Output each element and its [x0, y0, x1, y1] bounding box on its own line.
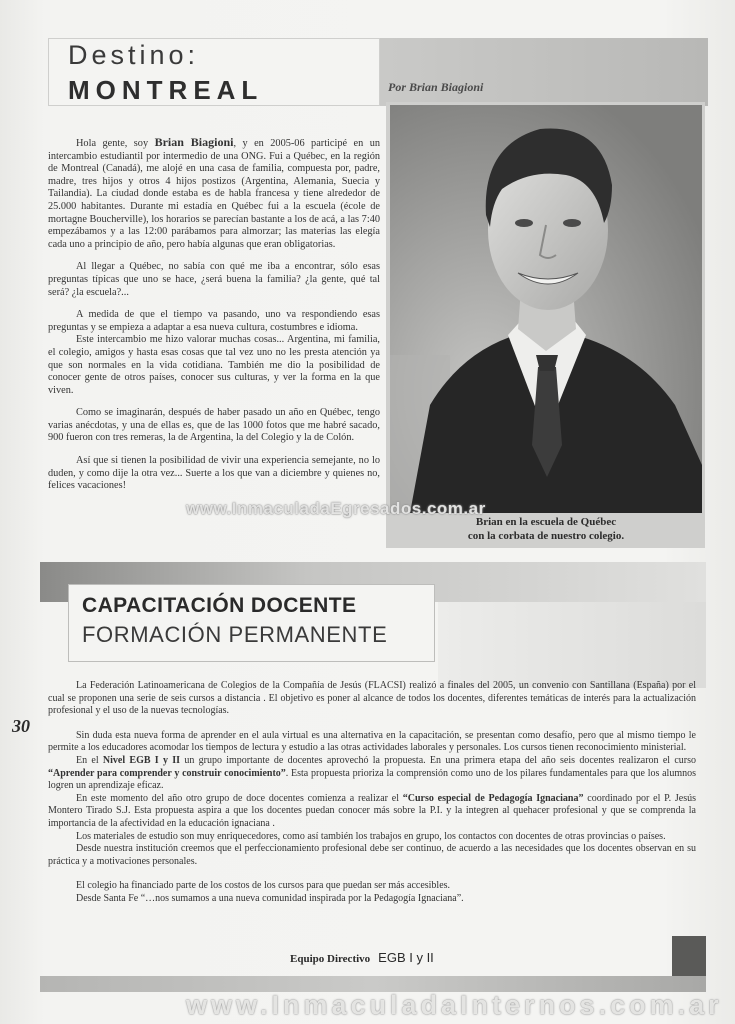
section-paragraph: La Federación Latinoamericana de Colegios de la Compañía de Jesús (FLACSI) realizó a finales del 2005, un convenio con Santillana (España) por el cual se proponen una serie de seis cursos a distancia . El objetivo es poner al alcance de todos los docentes, diferentes temáticas de interés para la actualización profesional y el uso de la nuevas tecnologías.	[48, 680, 696, 717]
author-byline: Por Brian Biagioni	[388, 80, 484, 94]
section-paragraph: En el Nivel EGB I y II un grupo importante de docentes aprovechó la propuesta. En una primera etapa del año seis docentes realizaron el curso “Aprender para comprender y construir conocimiento”. Esta propuesta prioriza la comprensión como uno de los pilares fundamentales para que los alumnos logren un aprendizaje eficaz.	[48, 754, 697, 792]
article-paragraph: Así que si tienen la posibilidad de vivir una experiencia semejante, no lo duden, y como dije la otra vez... Suerte a los que van a diciembre y quienes no, felices vacaciones!	[48, 455, 380, 492]
article-paragraph: A medida de que el tiempo va pasando, uno va respondiendo esas preguntas y se empieza a adaptar a esa nueva cultura, costumbres e idioma.	[48, 309, 380, 333]
section-paragraph: Desde Santa Fe “…nos sumamos a una nueva comunidad inspirada por la Pedagogía Ignaciana”.	[76, 892, 464, 904]
section-paragraph: Sin duda esta nueva forma de aprender en el aula virtual es una alternativa en la capacitación, se presentan como desafío, pero que al mismo tiempo le permite a los educadores acomodar los tiempos de lectura y estudio a las otras actividades laborales y personales. Los cursos tienen reconocimiento ministerial.	[48, 729, 696, 754]
section-side-panel	[438, 602, 706, 688]
article-paragraph: Hola gente, soy Brian Biagioni, y en 2005-06 participé en un intercambio estudiantil por intermedio de una ONG. Fui a Québec, en la región de Montreal (Canadá), me alojé en una casa de familia, compuesta por, padre, madre, tres hijos y otros 4 hijos postizos (Argentina, Alemania, Suecia y Tailandia). La ciudad donde estaba es de habla francesa y tiene alrededor de 25.000 habitantes. Durante mi estadía en Québec fui a la escuela (école de mortagne Boucherville), los horarios se parecían bastante a los de acá, a las 7:40 empezábamos y a las 12:00 parábamos para almorzar; las materias las elegía cada uno a principio de año, pero había algunas que eran obligatorias.	[48, 135, 380, 250]
section-subtitle: FORMACIÓN PERMANENTE	[82, 622, 388, 647]
page-number: 30	[12, 716, 30, 736]
article-paragraph: Este intercambio me hizo valorar muchas cosas... Argentina, mi familia, el colegio, amigos y hasta esas cosas que tal vez uno no les presta atención ya que son normales en la vida cotidiana. También me dio la posibilidad de conocer gente de otros países, conocer sus culturas, y ver la forma en la que viven.	[48, 334, 380, 396]
section-paragraph: El colegio ha financiado parte de los costos de los cursos para que puedan ser más accesibles.	[76, 880, 451, 892]
title-montreal: MONTREAL	[68, 75, 264, 105]
section-paragraph: Desde nuestra institución creemos que el perfeccionamiento profesional debe ser continuo, de acuerdo a las necesidades que los docentes observan en su práctica y a motivaciones personales.	[48, 843, 696, 867]
portrait-photo	[390, 105, 702, 513]
section-paragraph: En este momento del año otro grupo de doce docentes comienza a realizar el “Curso especial de Pedagogía Ignaciana” coordinado por el P. Jesús Montero Tirado S.J. Esta propuesta aspira a que los docentes puedan conocer más sobre la P.I. y la integren al quehacer profesional y que se comprenda la importancia de la afectividad en la educación ignaciana .	[48, 792, 696, 829]
article-body	[48, 136, 380, 503]
signature: Equipo Directivo EGB I y II	[290, 950, 434, 965]
article-paragraph: Al llegar a Québec, no sabía con qué me iba a encontrar, sólo esas preguntas típicas que uno se hace, ¿será buena la familia? ¿la gente, qué tal será? ¿la escuela?...	[48, 261, 380, 298]
title-destino: Destino:	[68, 40, 200, 70]
section-body	[48, 680, 696, 906]
portrait-illustration	[390, 105, 702, 513]
section-paragraph: Los materiales de estudio son muy enriquecedores, como así también los trabajos en grupo, los contactos con docentes de otras provincias o países.	[76, 830, 666, 842]
section-title: CAPACITACIÓN DOCENTE	[82, 594, 357, 617]
photo-caption: Brian en la escuela de Québec con la corbata de nuestro colegio.	[467, 516, 625, 542]
watermark-bottom: www.InmaculadaInternos.com.ar	[186, 990, 723, 1020]
article-paragraph: Como se imaginarán, después de haber pasado un año en Québec, tengo varias anécdotas, y una de ellas es, que de las 1000 fotos que me habré sacado, 900 fueron con tres remeras, la de Argentina, la del Colegio y la de Colón.	[48, 407, 380, 444]
watermark-top: www.InmaculadaEgresados.com.ar	[186, 499, 486, 518]
author-name: Brian Biagioni	[154, 135, 234, 149]
